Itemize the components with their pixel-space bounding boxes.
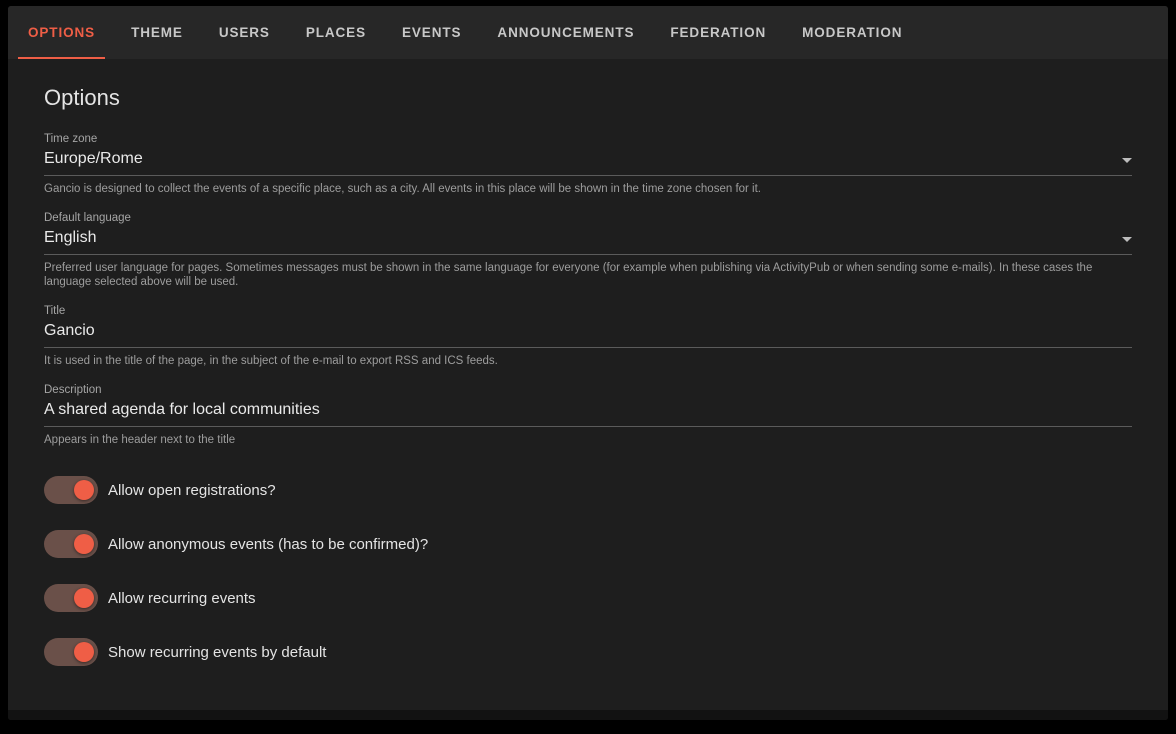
recurring-events-row (44, 571, 1132, 625)
toggle-knob (74, 588, 94, 608)
tab-theme[interactable] (113, 6, 201, 59)
timezone-label: Time zone (44, 133, 98, 145)
open-registrations-row (44, 463, 1132, 517)
tab-places-label: PLACES (305, 25, 366, 40)
timezone-select[interactable] (44, 149, 1132, 176)
admin-panel (8, 6, 1168, 720)
timezone-hint: Gancio is designed to collect the events of a specific place, such as a city. All events in this place will be shown in the time zone chosen for it. (44, 183, 761, 195)
tab-announcements[interactable] (479, 6, 652, 59)
title-hint: It is used in the title of the page, in the subject of the e-mail to export RSS and ICS feeds. (44, 355, 498, 367)
timezone-value: Europe/Rome (44, 150, 143, 167)
toggle-knob (74, 534, 94, 554)
description-hint: Appears in the header next to the title (44, 434, 236, 446)
title-input-wrapper[interactable] (44, 321, 1132, 348)
page-title: Options (44, 85, 120, 110)
title-label: Title (44, 305, 66, 317)
description-input[interactable]: A shared agenda for local communities (44, 401, 320, 418)
description-input-wrapper[interactable] (44, 400, 1132, 427)
tab-options-label: OPTIONS (28, 25, 96, 40)
description-field (44, 384, 1132, 427)
tab-federation[interactable] (652, 6, 784, 59)
language-label: Default language (44, 212, 131, 224)
tab-users-label: USERS (218, 25, 270, 40)
tab-moderation-label: MODERATION (802, 25, 903, 40)
toggle-knob (74, 642, 94, 662)
anonymous-events-row (44, 517, 1132, 571)
toggle-knob (74, 480, 94, 500)
recurring-events-toggle[interactable] (44, 584, 98, 612)
open-registrations-label: Allow open registrations? (108, 481, 276, 499)
show-recurring-events-toggle[interactable] (44, 638, 98, 666)
title-input[interactable]: Gancio (44, 322, 95, 339)
recurring-events-label: Allow recurring events (108, 589, 256, 607)
description-label: Description (44, 384, 102, 396)
anonymous-events-label: Allow anonymous events (has to be confirmed)? (108, 535, 429, 553)
language-value: English (44, 229, 97, 246)
tab-events[interactable] (384, 6, 479, 59)
tab-federation-label: FEDERATION (670, 25, 767, 40)
chevron-down-icon[interactable] (1122, 237, 1132, 242)
tab-users[interactable] (201, 6, 288, 59)
tab-bar (8, 6, 1168, 59)
tab-events-label: EVENTS (402, 25, 462, 40)
tab-theme-label: THEME (131, 25, 183, 40)
open-registrations-toggle[interactable] (44, 476, 98, 504)
title-field (44, 305, 1132, 348)
language-select[interactable] (44, 228, 1132, 255)
show-recurring-events-row (44, 625, 1132, 679)
footer-strip (8, 710, 1168, 720)
tab-places[interactable] (288, 6, 384, 59)
timezone-field (44, 133, 1132, 176)
options-panel (8, 59, 1168, 720)
tab-moderation[interactable] (784, 6, 920, 59)
language-hint: Preferred user language for pages. Sometimes messages must be shown in the same language for everyone (for example when publishing via ActivityPub or when sending some e-mails). In these cases the language selected above will be used. (44, 262, 1093, 288)
show-recurring-events-label: Show recurring events by default (108, 643, 327, 661)
chevron-down-icon[interactable] (1122, 158, 1132, 163)
tab-options[interactable] (10, 6, 113, 59)
anonymous-events-toggle[interactable] (44, 530, 98, 558)
language-field (44, 212, 1132, 255)
tab-announcements-label: ANNOUNCEMENTS (497, 25, 635, 40)
